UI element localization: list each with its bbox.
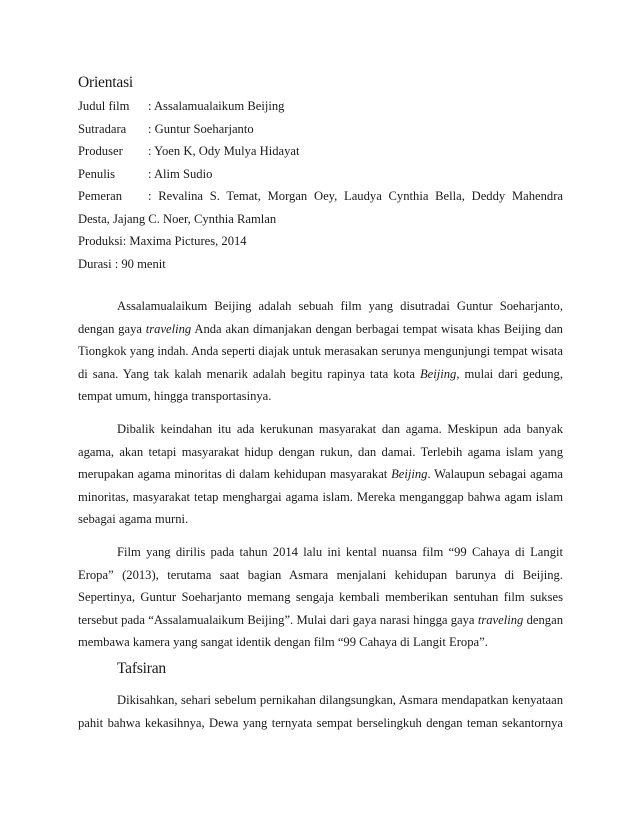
text-span: Anda akan dimanjakan dengan berbagai tempat wisata khas Beijing dan — [194, 322, 563, 336]
paragraph-line: Eropa” (2013), terutama saat bagian Asmara menjalani kehidupan barunya di Beijing. — [78, 568, 563, 582]
paragraph-line: minoritas, masyarakat tetap menghargai agama islam. Mereka menganggap bahwa agam islam — [78, 490, 563, 504]
section-title-orientasi: Orientasi — [78, 74, 134, 91]
info-row-pemeran-cont: Desta, Jajang C. Noer, Cynthia Ramlan — [78, 212, 277, 226]
paragraph-line: Dikisahkan, sehari sebelum pernikahan dilangsungkan, Asmara mendapatkan kenyataan — [117, 693, 563, 707]
paragraph-line: Film yang dirilis pada tahun 2014 lalu ini kental nuansa film “99 Cahaya di Langit — [117, 545, 563, 559]
paragraph-line: membawa kamera yang sangat identik dengan film “99 Cahaya di Langit Eropa”. — [78, 635, 488, 649]
info-label: Penulis — [78, 167, 116, 181]
info-value-pemeran: : Revalina S. Temat, Morgan Oey, Laudya Cynthia Bella, Deddy Mahendra — [148, 189, 563, 203]
italic-term: Beijing — [419, 367, 457, 381]
info-label: Sutradara — [78, 122, 127, 136]
text-span: , mulai dari gedung, — [456, 367, 563, 381]
info-row-durasi: Durasi : 90 menit — [78, 257, 166, 271]
info-value: : Alim Sudio — [148, 167, 213, 181]
info-value: : Yoen K, Ody Mulya Hidayat — [148, 144, 300, 158]
info-value: : Assalamualaikum Beijing — [148, 99, 285, 113]
text-span: dengan — [526, 613, 563, 627]
text-span: merupakan agama minoritas di dalam kehidupan masyarakat — [78, 467, 388, 481]
info-row-produksi: Produksi: Maxima Pictures, 2014 — [78, 234, 247, 248]
paragraph-line: agama, akan tetapi masyarakat hidup dengan rukun, dan damai. Terlebih agama islam yang — [78, 445, 563, 459]
paragraph-line — [78, 466, 563, 482]
text-span: tersebut pada “Assalamualaikum Beijing”. Mulai dari gaya narasi hingga gaya — [78, 613, 475, 627]
text-span: di sana. Yang tak kalah menarik adalah begitu rapinya tata kota — [78, 367, 415, 381]
paragraph-line — [78, 612, 563, 628]
info-label: Judul film — [78, 99, 130, 113]
info-label: Pemeran — [78, 189, 123, 203]
paragraph-line — [78, 366, 563, 382]
text-span: dengan gaya — [78, 322, 142, 336]
italic-term: traveling — [145, 322, 192, 336]
paragraph-line: tempat umum, hingga transportasinya. — [78, 389, 272, 403]
italic-term: Beijing — [391, 467, 428, 481]
paragraph-line: pahit bahwa kekasihnya, Dewa yang ternyata sempat berselingkuh dengan teman sekantornya — [78, 716, 563, 730]
paragraph-line: Sepertinya, Guntur Soeharjanto memang sengaja kembali memberikan sentuhan film sukses — [78, 590, 563, 604]
italic-term: traveling — [477, 613, 524, 627]
paragraph-line: Dibalik keindahan itu ada kerukunan masyarakat dan agama. Meskipun ada banyak — [117, 422, 563, 436]
info-value: : Guntur Soeharjanto — [148, 122, 254, 136]
paragraph-line: Tiongkok yang indah. Anda seperti diajak untuk merasakan serunya mengunjungi tempat wisata — [78, 344, 563, 358]
section-title-tafsiran: Tafsiran — [117, 660, 166, 677]
text-span: . Walaupun sebagai agama — [427, 467, 563, 481]
paragraph-line: sebagai agama murni. — [78, 512, 189, 526]
info-label: Produser — [78, 144, 123, 158]
paragraph-line — [78, 321, 563, 337]
paragraph-line: Assalamualaikum Beijing adalah sebuah film yang disutradai Guntur Soeharjanto, — [117, 299, 563, 313]
